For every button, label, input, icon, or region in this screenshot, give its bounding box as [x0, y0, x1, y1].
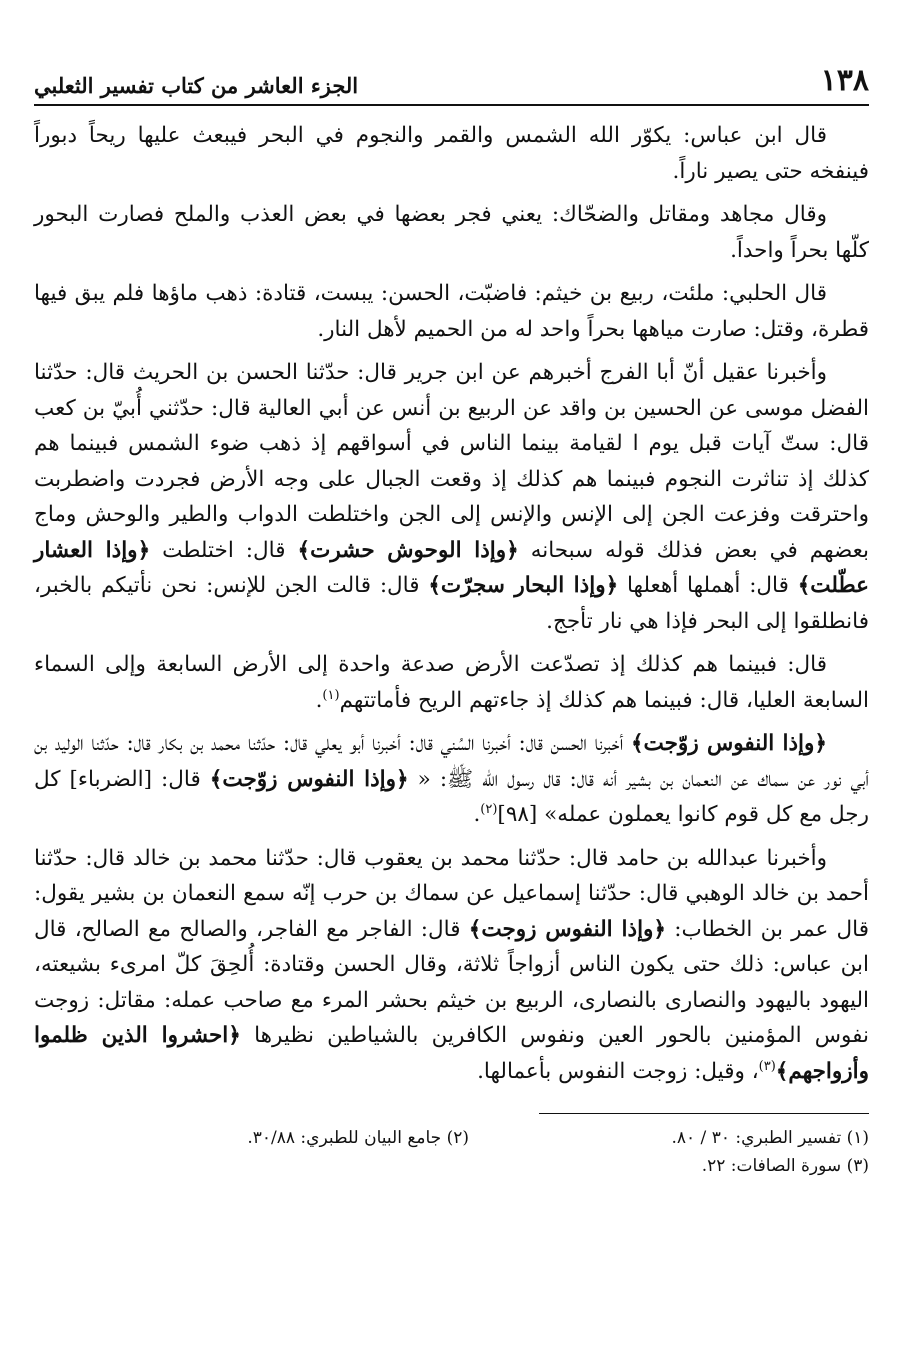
footnote: (٣) سورة الصافات: ٢٢. — [701, 1156, 869, 1176]
quran-verse: ﴿وإذا النفوس زوّجت﴾ — [209, 766, 409, 792]
footnote-divider — [539, 1113, 869, 1114]
paragraph — [34, 197, 869, 268]
text-segment: قال: أهملها أهعلها — [618, 573, 798, 598]
footnote-ref: (١) — [322, 687, 340, 703]
text-segment: قال: اختلطت — [150, 537, 298, 563]
footnote-row — [34, 1124, 869, 1152]
paragraph — [34, 355, 869, 639]
text-segment: وقال مجاهد ومقاتل والضحّاك: يعني فجر بعضها في بعض العذب والملح فصارت البحور كلّها بحراً واحداً. — [34, 202, 869, 263]
page-header — [34, 58, 869, 106]
footnote: (١) تفسير الطبري: ٣٠ / ٨٠. — [671, 1128, 869, 1148]
text-segment: قال: فبينما هم كذلك إذ تصدّعت الأرض صدعة واحدة إلى الأرض السابعة وإلى السماء السابعة العليا، قال: فبينما هم كذلك إذ جاءتهم الريح فأماتتهم — [34, 652, 869, 713]
text-segment: قال الحلبي: ملئت، ربيع بن خيثم: فاضبّت، الحسن: يبست، قتادة: ذهب ماؤها فلم يبق فيها قطرة، وقتل: صارت مياهها بحراً واحد له من الحميم لأهل النار. — [34, 281, 869, 342]
footnote-ref: (٢) — [480, 801, 498, 817]
quran-verse: ﴿احشروا الذين ظلموا وأزواجهم﴾ — [34, 1023, 869, 1084]
text-segment: . — [315, 687, 323, 713]
text-segment: ، وقيل: زوجت النفوس بأعمالها. — [477, 1058, 759, 1084]
paragraph — [34, 276, 869, 347]
text-segment: . — [473, 802, 481, 827]
paragraph — [34, 647, 869, 718]
quran-verse: ﴿وإذا النفوس زوّجت﴾ — [630, 731, 827, 756]
text-segment: قال: [الضرباء] كل رجل مع كل قوم كانوا يعملون عمله» [٩٨] — [34, 766, 869, 827]
quran-verse: ﴿وإذا البحار سجرّت﴾ — [428, 573, 619, 598]
paragraph — [34, 118, 869, 189]
paragraph — [34, 841, 869, 1090]
text-segment: قال ابن عباس: يكوّر الله الشمس والقمر والنجوم في البحر فيبعث عليها ريحاً دبوراً فينفخه حتى يصير ناراً. — [34, 123, 869, 184]
footnotes — [34, 1124, 869, 1180]
text-segment: وأخبرنا عبدالله بن حامد قال: حدّثنا محمد بن يعقوب قال: حدّثنا محمد بن خالد قال: حدّثنا أحمد بن خالد الوهبي قال: حدّثنا إسماعيل عن سماك بن حرب إنّه سمع النعمان بن بشير يقول: قال عمر بن الخطاب: — [34, 845, 869, 942]
text-segment: وأخبرنا عقيل أنّ أبا الفرج أخبرهم عن ابن جرير قال: حدّثنا الحسن بن الحريث قال: حدّثنا الفضل موسى عن الحسين بن واقد عن الربيع بن أنس عن أبي العالية قال: حدّثني أُبيّ بن كعب قال: ستّ آيات قبل يوم ا لقيامة بينما الناس في أسواقهم إذ ذهب ضوء الشمس فبينما هم كذلك إذ تناثرت النجوم فبينما هم كذلك إذ وقعت الجبال على وجه الأرض فجردت واضطربت واحترقت وفزعت الجن إلى الإنس والإنس إلى الجن واختلطت الدواب والطير والوحش وماج بعضهم في بعض فذلك قوله سبحانه — [34, 360, 869, 563]
text-segment: قال: قالت الجن للإنس: نحن نأتيكم بالخبر، فانطلقوا إلى البحر فإذا هي نار تأجج. — [34, 573, 869, 634]
quran-verse: ﴿وإذا الوحوش حشرت﴾ — [297, 537, 519, 563]
footnote: (٢) جامع البيان للطبري: ٣٠/٨٨. — [247, 1128, 469, 1148]
page-number: ١٣٨ — [820, 63, 869, 98]
text-segment: أخبرنا الحسن قال: أخبرنا السُني قال: أخبرنا أبو يعلي قال: حدّثنا محمد بن بكار قال: حدّثنا الوليد بن أبي نور عن سماك عن النعمان بن بشير أنه قال: قال رسول الله ﷺ: « — [34, 731, 869, 792]
footnote-ref: (٣) — [758, 1058, 776, 1074]
running-title: الجزء العاشر من كتاب تفسير الثعلبي — [34, 73, 359, 98]
body-text — [34, 118, 869, 1089]
footnote — [69, 1152, 469, 1180]
footnote-row — [34, 1152, 869, 1180]
quran-verse: ﴿وإذا العشار عطّلت﴾ — [34, 537, 869, 598]
paragraph — [34, 726, 869, 833]
quran-verse: ﴿وإذا النفوس زوجت﴾ — [468, 916, 667, 942]
text-segment: قال: الفاجر مع الفاجر، والصالح مع الصالح، قال ابن عباس: ذلك حتى يكون الناس أزواجاً ثلاثة، وقال الحسن وقتادة: أُلحِقَ كلّ امرىء بشيعته، اليهود باليهود والنصارى بالنصارى، الربيع بن خيثم بحشر المرء مع صاحب عمله: مقاتل: زوجت نفوس المؤمنين بالحور العين ونفوس الكافرين بالشياطين نظيرها — [34, 916, 869, 1048]
